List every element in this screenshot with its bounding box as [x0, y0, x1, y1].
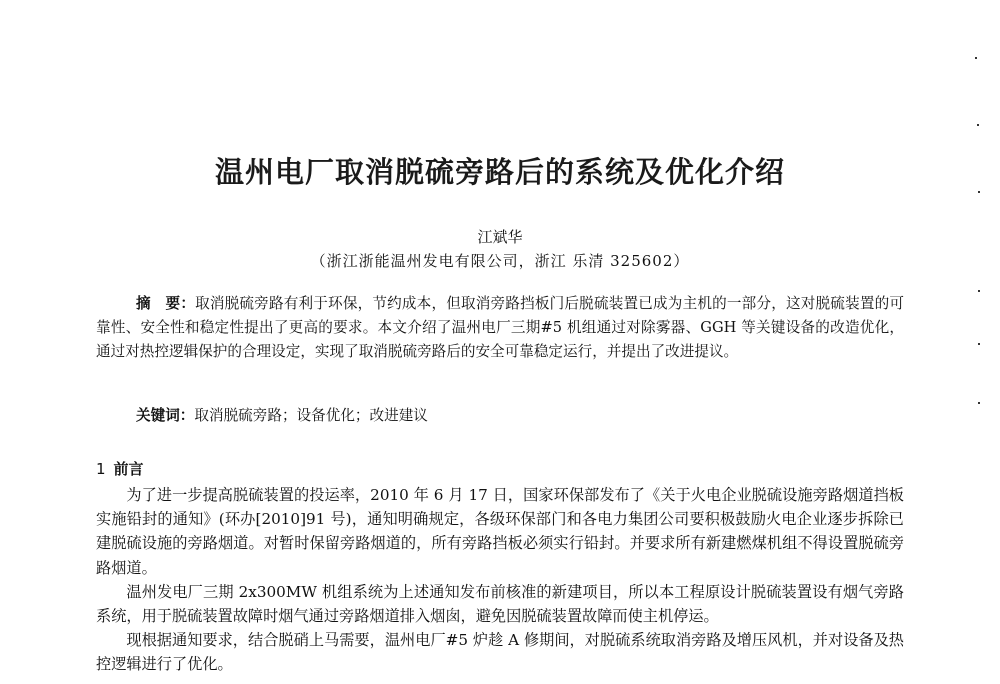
paragraph: 为了进一步提高脱硫装置的投运率，2010 年 6 月 17 日，国家环保部发布了《关于火电企业脱硫设施旁路烟道挡板实施铅封的通知》(环办[2010]91 号)，通知明确规定，各级环保部门和各电力集团公司要积极鼓励火电企业逐步拆除已建脱硫设施的旁路烟道。对暂时保留旁路烟道的，所有旁路挡板必须实行铅封。并要求所有新建燃煤机组不得设置脱硫旁路烟道。: [96, 486, 904, 577]
body-text: [96, 483, 904, 677]
paragraph: 温州发电厂三期 2x300MW 机组系统为上述通知发布前核准的新建项目，所以本工程原设计脱硫装置设有烟气旁路系统，用于脱硫装置故障时烟气通过旁路烟道排入烟囱，避免因脱硫装置故障而使主机停运。: [96, 582, 904, 626]
scan-speck: [977, 124, 979, 126]
scan-speck: [978, 290, 980, 292]
keywords-text: 取消脱硫旁路；设备优化；改进建议: [194, 407, 428, 424]
section-number: 1: [96, 460, 106, 478]
scan-speck: [978, 402, 980, 404]
author-affiliation: （浙江浙能温州发电有限公司，浙江 乐清 325602）: [310, 252, 690, 270]
paragraph: 现根据通知要求，结合脱硝上马需要，温州电厂#5 炉趁 A 修期间，对脱硫系统取消旁路及增压风机，并对设备及热控逻辑进行了优化。: [96, 631, 904, 674]
abstract: [96, 292, 904, 364]
paper-title: 温州电厂取消脱硫旁路后的系统及优化介绍: [214, 155, 785, 189]
keywords-label: 关键词：: [136, 407, 195, 424]
author-name: 江斌华: [477, 228, 523, 246]
section-heading: [96, 458, 144, 479]
keywords: [136, 404, 428, 425]
abstract-label: 摘 要：: [136, 295, 196, 312]
scan-speck: [975, 57, 977, 59]
scan-speck: [978, 343, 980, 345]
abstract-text: 取消脱硫旁路有利于环保，节约成本，但取消旁路挡板门后脱硫装置已成为主机的一部分，这对脱硫装置的可靠性、安全性和稳定性提出了更高的要求。本文介绍了温州电厂三期#5 机组通过对除雾器、GGH 等关键设备的改造优化，通过对热控逻辑保护的合理设定，实现了取消脱硫旁路后的安全可靠稳定运行，并提出了改进提议。: [96, 295, 904, 360]
section-title: 前言: [113, 460, 144, 478]
scan-speck: [978, 191, 980, 193]
